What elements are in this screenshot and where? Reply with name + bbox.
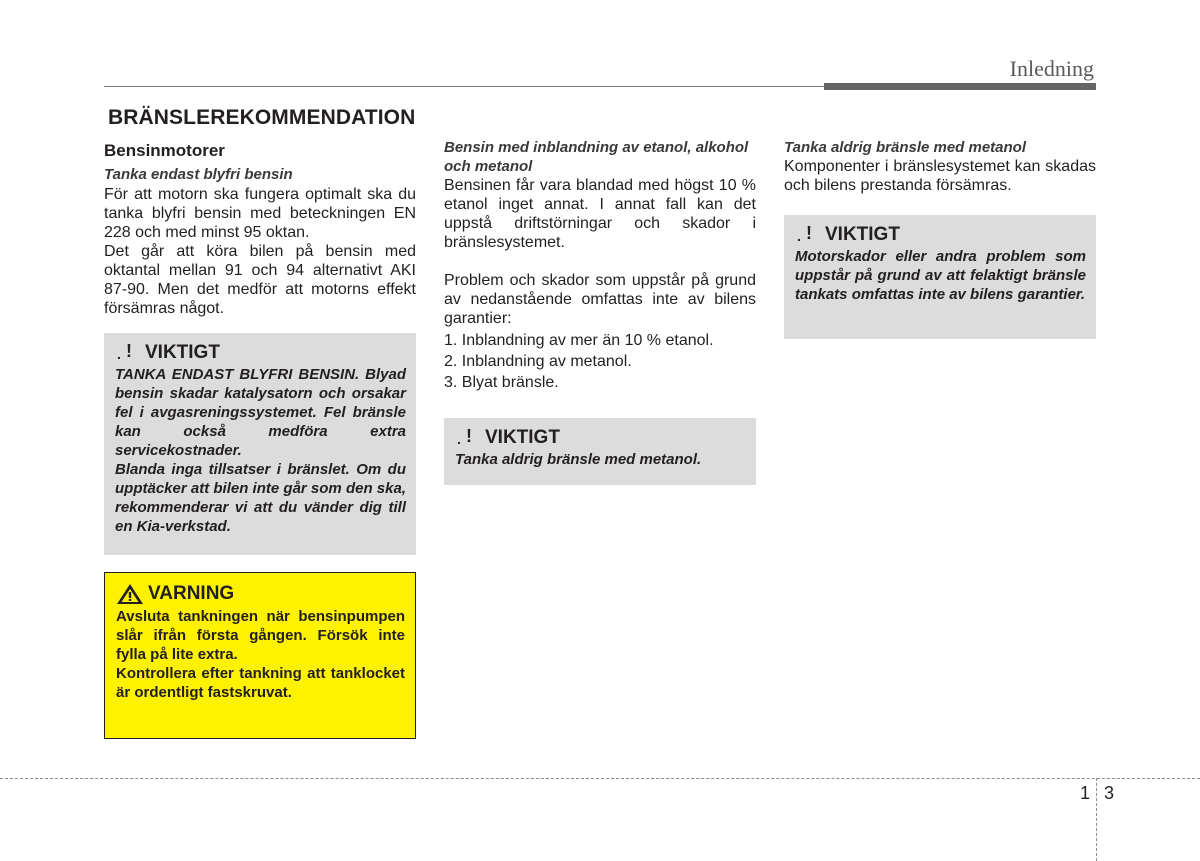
note-box-viktigt-2 bbox=[444, 418, 756, 485]
warning-box bbox=[104, 572, 416, 739]
spacer bbox=[444, 252, 756, 271]
note-box-text: Tanka aldrig bränsle med metanol. bbox=[455, 451, 702, 468]
column-3 bbox=[784, 138, 1096, 195]
list-item: 3. Blyat bränsle. bbox=[444, 374, 559, 391]
note-box-title: VIKTIGT bbox=[825, 224, 900, 245]
footer-divider bbox=[1096, 778, 1097, 861]
exclamation-icon: . ! bbox=[797, 223, 812, 244]
note-box-title: VIKTIGT bbox=[145, 342, 220, 363]
paragraph: Problem och skador som uppstår på grund av nedanstående omfattas inte av bilens garantier: bbox=[444, 272, 756, 327]
note-box-text: TANKA ENDAST BLYFRI BENSIN. Blyad bensin skadar katalysatorn och orsakar fel i avgasreningssystemet. Fel bränsle kan också medföra extra servicekostnader. bbox=[115, 366, 406, 459]
subtitle-bensinmotorer: Bensinmotorer bbox=[104, 141, 225, 160]
column-1 bbox=[104, 138, 416, 318]
paragraph: För att motorn ska fungera optimalt ska du tanka blyfri bensin med beteckningen EN 228 och med minst 95 oktan. bbox=[104, 186, 416, 241]
footer-rule bbox=[0, 778, 1200, 779]
italic-heading: Tanka endast blyfri bensin bbox=[104, 166, 293, 183]
paragraph: Komponenter i bränslesystemet kan skadas och bilens prestanda försämras. bbox=[784, 158, 1096, 194]
note-box-title: VIKTIGT bbox=[485, 427, 560, 448]
section-title: BRÄNSLEREKOMMENDATION bbox=[108, 106, 416, 129]
list-item: 2. Inblandning av metanol. bbox=[444, 353, 632, 370]
note-box-header bbox=[795, 224, 1086, 246]
page-header-title: Inledning bbox=[1009, 56, 1094, 81]
note-box-text: Motorskador eller andra problem som uppstår på grund av att felaktigt bränsle tankats omfattas inte av bilens garantier. bbox=[795, 248, 1086, 303]
note-box-header bbox=[455, 427, 746, 449]
note-box-viktigt-3 bbox=[784, 215, 1096, 339]
italic-heading: Tanka aldrig bränsle med metanol bbox=[784, 139, 1027, 156]
page-number: 3 bbox=[1104, 783, 1115, 803]
column-2 bbox=[444, 138, 756, 393]
paragraph: Det går att köra bilen på bensin med oktantal mellan 91 och 94 alternativt AKI 87-90. Men det medför att motorns effekt försämras något. bbox=[104, 243, 416, 317]
exclamation-icon: . ! bbox=[117, 341, 132, 362]
warning-triangle-icon bbox=[116, 583, 144, 605]
italic-heading: Bensin med inblandning av etanol, alkohol och metanol bbox=[444, 139, 749, 175]
note-box-viktigt-1 bbox=[104, 333, 416, 555]
warning-box-title: VARNING bbox=[148, 583, 235, 604]
chapter-number: 1 bbox=[1080, 783, 1091, 803]
exclamation-icon: . ! bbox=[457, 426, 472, 447]
warning-box-header bbox=[116, 583, 405, 605]
paragraph: Bensinen får vara blandad med högst 10 % etanol inget annat. I annat fall kan det uppstå driftstörningar och skador i bränslesystemet. bbox=[444, 177, 756, 251]
warning-box-text: Avsluta tankningen när bensinpumpen slår ifrån första gången. Försök inte fylla på lite extra. bbox=[116, 608, 405, 663]
note-box-header bbox=[115, 342, 406, 364]
warning-box-text: Kontrollera efter tankning att tanklocket är ordentligt fastskruvat. bbox=[116, 665, 405, 701]
header-accent-bar bbox=[824, 83, 1096, 90]
list-item: 1. Inblandning av mer än 10 % etanol. bbox=[444, 332, 714, 349]
note-box-text: Blanda inga tillsatser i bränslet. Om du upptäcker att bilen inte går som den ska, rekommenderar vi att du vänder dig till en Kia-verkstad. bbox=[115, 461, 406, 535]
